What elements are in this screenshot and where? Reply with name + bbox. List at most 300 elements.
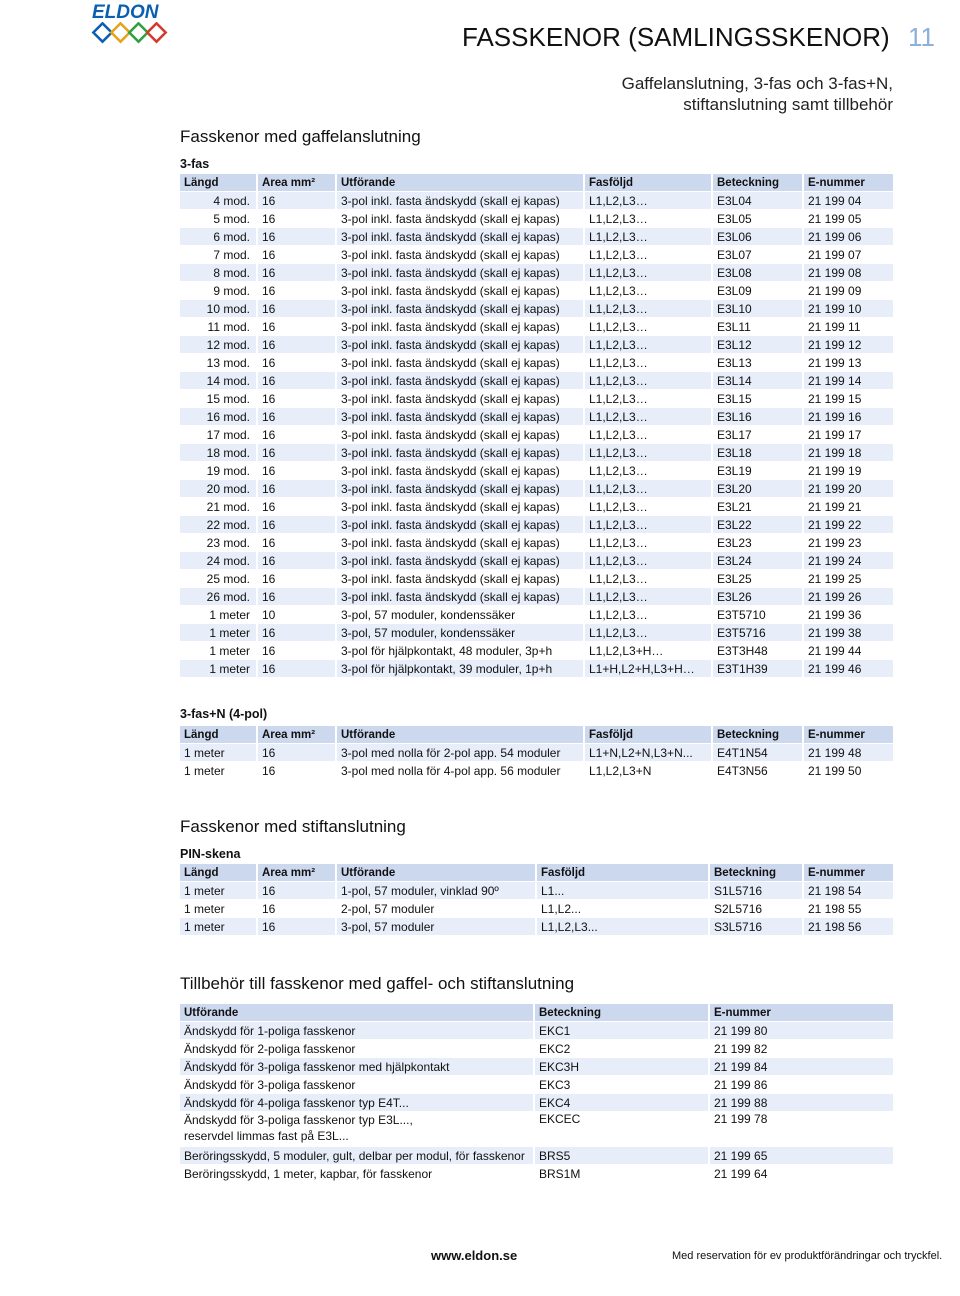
table-cell: 3-pol med nolla för 2-pol app. 54 moduler (335, 744, 583, 762)
table-3fasN (180, 726, 893, 780)
table-cell: 21 199 24 (802, 552, 893, 570)
table-cell: L1,L2,L3… (583, 210, 711, 228)
table-row (180, 300, 893, 318)
table-cell: 21 199 36 (802, 606, 893, 624)
table-cell: L1,L2,L3… (583, 444, 711, 462)
table-cell: 23 mod. (180, 534, 256, 552)
table-header-cell: Utförande (335, 864, 535, 882)
table-header-cell: Utförande (180, 1004, 533, 1022)
table-cell: 21 199 48 (802, 744, 893, 762)
table-cell: 1 meter (180, 606, 256, 624)
table-cell: 18 mod. (180, 444, 256, 462)
table-row (180, 1058, 893, 1076)
table-cell: 1 meter (180, 660, 256, 678)
table-row (180, 918, 893, 936)
table-cell: 21 199 44 (802, 642, 893, 660)
table-cell: EKC3 (533, 1076, 708, 1094)
table-cell: 3-pol inkl. fasta ändskydd (skall ej kapas) (335, 336, 583, 354)
table-cell: 3-pol för hjälpkontakt, 39 moduler, 1p+h (335, 660, 583, 678)
table-cell: 20 mod. (180, 480, 256, 498)
table-cell: 16 (256, 624, 335, 642)
subtitle-line-1: Gaffelanslutning, 3-fas och 3-fas+N, (621, 74, 893, 93)
table-cell: 21 199 86 (708, 1076, 893, 1094)
table-cell: Ändskydd för 3-poliga fasskenor (180, 1076, 533, 1094)
table-cell: 21 199 26 (802, 588, 893, 606)
table-cell: L1,L2,L3… (583, 318, 711, 336)
section-title-gaffel: Fasskenor med gaffelanslutning (180, 127, 421, 146)
table-cell: 16 (256, 210, 335, 228)
table-cell: 1 meter (180, 624, 256, 642)
table-cell: Beröringsskydd, 1 meter, kapbar, för fasskenor (180, 1165, 533, 1183)
table-cell: 11 mod. (180, 318, 256, 336)
table-cell: Ändskydd för 4-poliga fasskenor typ E4T... (180, 1094, 533, 1112)
table-row (180, 282, 893, 300)
table-cell: E3L11 (711, 318, 802, 336)
table-cell: 21 199 17 (802, 426, 893, 444)
table-cell: 3-pol inkl. fasta ändskydd (skall ej kapas) (335, 390, 583, 408)
table-header-cell: Beteckning (708, 864, 802, 882)
table-cell: E3T1H39 (711, 660, 802, 678)
table-row (180, 900, 893, 918)
table-cell: L1,L2,L3… (583, 606, 711, 624)
table-cell: 21 199 64 (708, 1165, 893, 1183)
table-cell: 3-pol för hjälpkontakt, 48 moduler, 3p+h (335, 642, 583, 660)
table-cell: E3T5710 (711, 606, 802, 624)
table-cell: L1,L2,L3+N (583, 762, 711, 780)
table-cell: 3-pol inkl. fasta ändskydd (skall ej kapas) (335, 246, 583, 264)
table-cell: 16 (256, 390, 335, 408)
table-header-cell: E-nummer (708, 1004, 893, 1022)
table-cell: E4T1N54 (711, 744, 802, 762)
table-cell: 3-pol inkl. fasta ändskydd (skall ej kapas) (335, 318, 583, 336)
table-cell: 4 mod. (180, 192, 256, 210)
table-cell: L1,L2,L3… (583, 336, 711, 354)
table-cell: 3-pol inkl. fasta ändskydd (skall ej kapas) (335, 480, 583, 498)
table-cell: 21 199 46 (802, 660, 893, 678)
table-cell: E3L07 (711, 246, 802, 264)
table-cell: 16 (256, 552, 335, 570)
table-cell: 1-pol, 57 moduler, vinklad 90º (335, 882, 535, 900)
table-row (180, 624, 893, 642)
table-cell: 16 (256, 882, 335, 900)
table-cell: L1+N,L2+N,L3+N... (583, 744, 711, 762)
table-cell: L1,L2... (535, 900, 708, 918)
table-cell: L1,L2,L3... (535, 918, 708, 936)
table-cell: 21 199 18 (802, 444, 893, 462)
eldon-logo (88, 4, 178, 50)
table-cell: 16 (256, 516, 335, 534)
table-cell: E4T3N56 (711, 762, 802, 780)
table-cell: BRS5 (533, 1147, 708, 1165)
table-cell: Ändskydd för 1-poliga fasskenor (180, 1022, 533, 1040)
table-cell: 26 mod. (180, 588, 256, 606)
table-header-cell: Area mm² (256, 174, 335, 192)
table-header-cell: Area mm² (256, 726, 335, 744)
table-cell: 14 mod. (180, 372, 256, 390)
table-cell: 21 198 54 (802, 882, 893, 900)
table-cell: 3-pol inkl. fasta ändskydd (skall ej kapas) (335, 498, 583, 516)
table-header-cell: Fasföljd (535, 864, 708, 882)
table-cell: E3L10 (711, 300, 802, 318)
table-cell: E3L18 (711, 444, 802, 462)
table-row (180, 354, 893, 372)
table-cell: L1,L2,L3… (583, 192, 711, 210)
table-row (180, 210, 893, 228)
table-row (180, 1165, 893, 1183)
table-cell: 3-pol inkl. fasta ändskydd (skall ej kapas) (335, 354, 583, 372)
table-cell: 13 mod. (180, 354, 256, 372)
table-cell: 16 (256, 264, 335, 282)
table-cell: L1,L2,L3… (583, 516, 711, 534)
table-cell: L1,L2,L3… (583, 300, 711, 318)
table-cell: 16 (256, 900, 335, 918)
table-cell: 3-pol inkl. fasta ändskydd (skall ej kapas) (335, 264, 583, 282)
table-cell: 16 (256, 534, 335, 552)
table-cell: 21 199 08 (802, 264, 893, 282)
table-cell: EKC4 (533, 1094, 708, 1112)
table-header-cell: E-nummer (802, 174, 893, 192)
table-cell: 16 (256, 192, 335, 210)
table-cell: 21 199 23 (802, 534, 893, 552)
table-cell: 21 199 22 (802, 516, 893, 534)
table-cell: 21 199 38 (802, 624, 893, 642)
table-cell: 16 (256, 762, 335, 780)
table-cell: L1,L2,L3… (583, 354, 711, 372)
table-row (180, 192, 893, 210)
table-row (180, 228, 893, 246)
table-row (180, 534, 893, 552)
table-cell: E3L09 (711, 282, 802, 300)
table-row (180, 462, 893, 480)
table-cell: 16 (256, 372, 335, 390)
table-cell: 21 199 06 (802, 228, 893, 246)
table-tillbehor (180, 1004, 893, 1183)
table-cell: L1... (535, 882, 708, 900)
table-cell: 1 meter (180, 918, 256, 936)
table-header-row (180, 174, 893, 192)
group-label-3fasN: 3-fas+N (4-pol) (180, 707, 268, 721)
logo-wordmark: ELDON (92, 2, 159, 23)
footer-website: www.eldon.se (431, 1248, 518, 1263)
table-cell: E3L17 (711, 426, 802, 444)
table-cell: L1,L2,L3… (583, 264, 711, 282)
table-cell: 25 mod. (180, 570, 256, 588)
table-row (180, 372, 893, 390)
table-cell: 10 mod. (180, 300, 256, 318)
table-cell: 3-pol inkl. fasta ändskydd (skall ej kapas) (335, 552, 583, 570)
table-cell: L1,L2,L3… (583, 462, 711, 480)
table-cell: E3L16 (711, 408, 802, 426)
logo-diamonds-icon (88, 22, 176, 50)
page-title: FASSKENOR (SAMLINGSSKENOR) (462, 22, 890, 52)
table-cell: 21 mod. (180, 498, 256, 516)
table-cell: L1,L2,L3… (583, 390, 711, 408)
table-row (180, 1076, 893, 1094)
table-row (180, 570, 893, 588)
table-cell: E3L21 (711, 498, 802, 516)
table-cell: 3-pol inkl. fasta ändskydd (skall ej kapas) (335, 426, 583, 444)
table-cell: 3-pol inkl. fasta ändskydd (skall ej kapas) (335, 444, 583, 462)
table-cell: E3L04 (711, 192, 802, 210)
table-cell: E3T3H48 (711, 642, 802, 660)
table-cell: 21 199 21 (802, 498, 893, 516)
table-row (180, 588, 893, 606)
table-cell: L1+H,L2+H,L3+H… (583, 660, 711, 678)
table-cell: L1,L2,L3… (583, 498, 711, 516)
table-row (180, 264, 893, 282)
subtitle-line-2: stiftanslutning samt tillbehör (683, 95, 893, 114)
table-cell: E3L05 (711, 210, 802, 228)
table-cell: E3L20 (711, 480, 802, 498)
table-cell: 21 199 84 (708, 1058, 893, 1076)
table-cell: E3L26 (711, 588, 802, 606)
table-cell: L1,L2,L3… (583, 426, 711, 444)
table-cell: 21 199 07 (802, 246, 893, 264)
table-cell: S2L5716 (708, 900, 802, 918)
table-header-cell: Beteckning (711, 174, 802, 192)
table-cell: 3-pol inkl. fasta ändskydd (skall ej kapas) (335, 210, 583, 228)
section-title-stift: Fasskenor med stiftanslutning (180, 817, 406, 836)
table-cell: 12 mod. (180, 336, 256, 354)
table-row (180, 1147, 893, 1165)
table-cell: 21 198 56 (802, 918, 893, 936)
table-cell: 16 (256, 588, 335, 606)
table-row (180, 762, 893, 780)
table-row (180, 426, 893, 444)
table-cell: 21 199 04 (802, 192, 893, 210)
table-header-cell: Fasföljd (583, 174, 711, 192)
footer-note: Med reservation för ev produktförändringar och tryckfel. (672, 1250, 943, 1262)
table-cell: 21 199 14 (802, 372, 893, 390)
table-cell: L1,L2,L3… (583, 372, 711, 390)
table-cell: 2-pol, 57 moduler (335, 900, 535, 918)
table-cell: 3-pol med nolla för 4-pol app. 56 moduler (335, 762, 583, 780)
table-cell: E3L12 (711, 336, 802, 354)
table-cell: EKC2 (533, 1040, 708, 1058)
table-cell: E3L08 (711, 264, 802, 282)
table-cell: 15 mod. (180, 390, 256, 408)
table-cell: 21 199 78 (708, 1112, 893, 1147)
table-cell: L1,L2,L3… (583, 246, 711, 264)
group-label-pin: PIN-skena (180, 847, 241, 861)
table-header-row (180, 1004, 893, 1022)
table-row (180, 642, 893, 660)
table-header-cell: Fasföljd (583, 726, 711, 744)
table-row (180, 408, 893, 426)
table-row (180, 552, 893, 570)
table-cell: 24 mod. (180, 552, 256, 570)
table-cell: 3-pol, 57 moduler, kondenssäker (335, 606, 583, 624)
table-cell: 16 (256, 318, 335, 336)
table-cell: EKC3H (533, 1058, 708, 1076)
table-cell: L1,L2,L3… (583, 228, 711, 246)
table-cell: 21 199 13 (802, 354, 893, 372)
table-header-cell: E-nummer (802, 726, 893, 744)
table-cell: 1 meter (180, 900, 256, 918)
table-cell: E3L15 (711, 390, 802, 408)
table-cell: Ändskydd för 3-poliga fasskenor med hjälpkontakt (180, 1058, 533, 1076)
table-header-cell: Beteckning (711, 726, 802, 744)
table-cell: 21 199 11 (802, 318, 893, 336)
group-label-3fas: 3-fas (180, 157, 210, 171)
table-cell: 3-pol inkl. fasta ändskydd (skall ej kapas) (335, 462, 583, 480)
table-row (180, 444, 893, 462)
table-cell: 16 (256, 336, 335, 354)
table-row (180, 1094, 893, 1112)
table-row (180, 318, 893, 336)
table-cell: 16 (256, 246, 335, 264)
table-cell: 16 (256, 462, 335, 480)
table-cell: 1 meter (180, 744, 256, 762)
table-row (180, 246, 893, 264)
table-header-row (180, 864, 893, 882)
table-cell: 1 meter (180, 882, 256, 900)
table-cell: 16 (256, 426, 335, 444)
table-cell: 3-pol inkl. fasta ändskydd (skall ej kapas) (335, 300, 583, 318)
table-cell: 21 198 55 (802, 900, 893, 918)
table-cell: 16 (256, 642, 335, 660)
table-cell: 3-pol inkl. fasta ändskydd (skall ej kapas) (335, 192, 583, 210)
table-cell: L1,L2,L3… (583, 624, 711, 642)
table-cell: 21 199 88 (708, 1094, 893, 1112)
table-cell: 21 199 82 (708, 1040, 893, 1058)
table-cell: EKCEC (533, 1112, 708, 1147)
table-cell: 21 199 80 (708, 1022, 893, 1040)
table-row (180, 1040, 893, 1058)
table-cell: 1 meter (180, 642, 256, 660)
table-cell: 3-pol inkl. fasta ändskydd (skall ej kapas) (335, 588, 583, 606)
table-cell: L1,L2,L3… (583, 282, 711, 300)
table-cell: 3-pol, 57 moduler, kondenssäker (335, 624, 583, 642)
table-cell: 1 meter (180, 762, 256, 780)
table-row (180, 882, 893, 900)
table-row (180, 1112, 893, 1147)
table-cell: 3-pol inkl. fasta ändskydd (skall ej kapas) (335, 372, 583, 390)
table-cell: 21 199 05 (802, 210, 893, 228)
table-header-cell: Beteckning (533, 1004, 708, 1022)
table-cell: Beröringsskydd, 5 moduler, gult, delbar per modul, för fasskenor (180, 1147, 533, 1165)
table-header-cell: Längd (180, 726, 256, 744)
section-title-tillbehor: Tillbehör till fasskenor med gaffel- och stiftanslutning (180, 974, 575, 993)
table-cell: L1,L2,L3… (583, 408, 711, 426)
table-cell: S1L5716 (708, 882, 802, 900)
table-cell: S3L5716 (708, 918, 802, 936)
table-cell: 21 199 20 (802, 480, 893, 498)
table-row (180, 1022, 893, 1040)
table-header-row (180, 726, 893, 744)
table-cell: 17 mod. (180, 426, 256, 444)
table-cell: 16 (256, 300, 335, 318)
table-cell: L1,L2,L3… (583, 552, 711, 570)
table-cell: L1,L2,L3+H… (583, 642, 711, 660)
table-3fas (180, 174, 893, 678)
table-cell: 10 (256, 606, 335, 624)
table-cell: 22 mod. (180, 516, 256, 534)
table-cell: 9 mod. (180, 282, 256, 300)
accessory-desc-line-1: Ändskydd för 3-poliga fasskenor typ E3L..., (184, 1113, 413, 1127)
table-cell: 3-pol inkl. fasta ändskydd (skall ej kapas) (335, 282, 583, 300)
table-cell: 16 (256, 660, 335, 678)
table-cell: E3L19 (711, 462, 802, 480)
table-header-cell: Längd (180, 174, 256, 192)
table-header-cell: E-nummer (802, 864, 893, 882)
table-cell: 6 mod. (180, 228, 256, 246)
table-row (180, 390, 893, 408)
table-cell: 21 199 12 (802, 336, 893, 354)
table-cell: 16 (256, 354, 335, 372)
table-cell: 3-pol, 57 moduler (335, 918, 535, 936)
table-cell: E3L13 (711, 354, 802, 372)
table-cell: 21 199 65 (708, 1147, 893, 1165)
table-cell: 16 (256, 498, 335, 516)
table-cell: E3L06 (711, 228, 802, 246)
page-subtitle (622, 73, 893, 115)
table-cell: 21 199 25 (802, 570, 893, 588)
table-cell: 16 (256, 570, 335, 588)
table-row (180, 516, 893, 534)
table-cell: 3-pol inkl. fasta ändskydd (skall ej kapas) (335, 408, 583, 426)
table-cell: 19 mod. (180, 462, 256, 480)
table-cell: 3-pol inkl. fasta ändskydd (skall ej kapas) (335, 228, 583, 246)
table-row (180, 498, 893, 516)
table-cell: 16 (256, 444, 335, 462)
table-cell: E3L23 (711, 534, 802, 552)
table-cell: E3L14 (711, 372, 802, 390)
table-cell: 7 mod. (180, 246, 256, 264)
table-row (180, 480, 893, 498)
table-cell: 16 (256, 480, 335, 498)
table-row (180, 606, 893, 624)
table-cell: 8 mod. (180, 264, 256, 282)
table-cell: BRS1M (533, 1165, 708, 1183)
table-header-cell: Utförande (335, 174, 583, 192)
table-cell: Ändskydd för 2-poliga fasskenor (180, 1040, 533, 1058)
table-cell: L1,L2,L3… (583, 480, 711, 498)
table-cell: 3-pol inkl. fasta ändskydd (skall ej kapas) (335, 570, 583, 588)
table-cell: 16 (256, 408, 335, 426)
table-cell: E3L22 (711, 516, 802, 534)
table-cell: 16 (256, 918, 335, 936)
accessory-desc-line-2: reservdel limmas fast på E3L... (184, 1129, 349, 1143)
table-cell: 21 199 10 (802, 300, 893, 318)
table-cell: 21 199 16 (802, 408, 893, 426)
table-cell: 16 (256, 228, 335, 246)
table-cell: 3-pol inkl. fasta ändskydd (skall ej kapas) (335, 516, 583, 534)
table-cell: 5 mod. (180, 210, 256, 228)
page-number: 11 (908, 22, 935, 52)
table-cell: EKC1 (533, 1022, 708, 1040)
table-header-cell: Area mm² (256, 864, 335, 882)
table-cell (180, 1112, 533, 1147)
table-cell: L1,L2,L3… (583, 570, 711, 588)
table-row (180, 660, 893, 678)
table-header-cell: Utförande (335, 726, 583, 744)
table-cell: L1,L2,L3… (583, 588, 711, 606)
table-row (180, 336, 893, 354)
table-cell: 16 mod. (180, 408, 256, 426)
table-cell: E3T5716 (711, 624, 802, 642)
table-cell: E3L25 (711, 570, 802, 588)
table-cell: 3-pol inkl. fasta ändskydd (skall ej kapas) (335, 534, 583, 552)
table-pin (180, 864, 893, 936)
table-cell: 21 199 09 (802, 282, 893, 300)
table-cell: 21 199 19 (802, 462, 893, 480)
table-header-cell: Längd (180, 864, 256, 882)
table-row (180, 744, 893, 762)
table-cell: E3L24 (711, 552, 802, 570)
table-cell: 16 (256, 744, 335, 762)
table-cell: 21 199 50 (802, 762, 893, 780)
